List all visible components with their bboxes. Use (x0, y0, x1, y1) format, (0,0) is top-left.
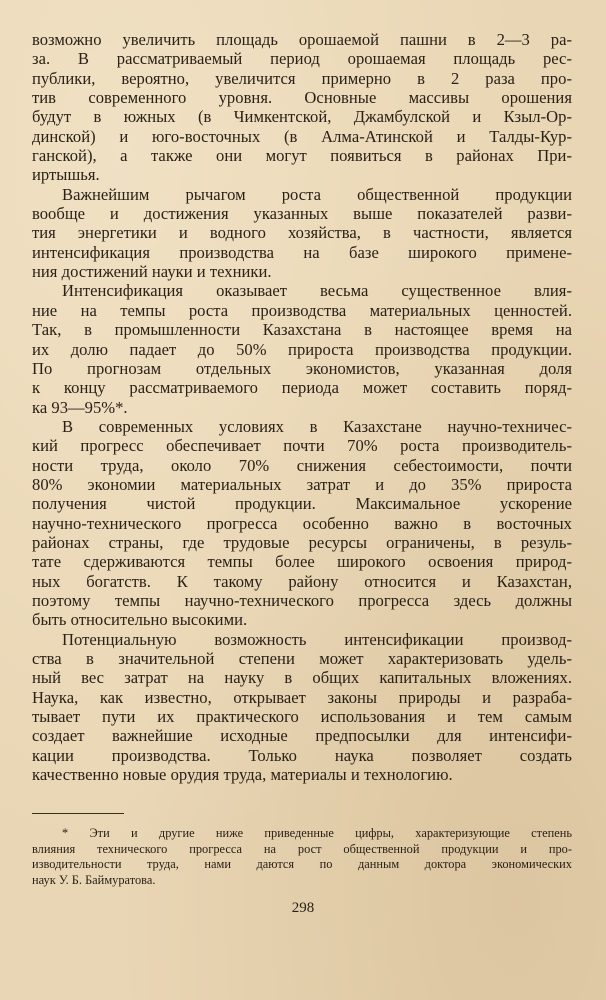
text-line: иртышья. (32, 165, 100, 185)
text-line: ние на темпы роста производства материальных ценностей. (32, 300, 572, 320)
text-line: качественно новые орудия труда, материалы и технологию. (32, 765, 453, 785)
page-number: 298 (291, 900, 315, 916)
text-line: районах страны, где трудовые ресурсы ограничены, в резуль- (32, 532, 572, 552)
text-line: ный вес затрат на науку в общих капитальных вложениях. (32, 668, 572, 688)
text-line: быть относительно высокими. (32, 610, 248, 630)
text-line: ния достижений науки и техники. (32, 262, 272, 282)
text-line: поэтому темпы научно-технического прогресса здесь должны (32, 590, 572, 610)
footnote-line: изводительности труда, нами даются по данным доктора экономических (32, 857, 572, 872)
text-line: получения чистой продукции. Максимальное ускорение (32, 494, 572, 514)
text-line: вообще и достижения указанных выше показателей разви- (32, 204, 572, 224)
text-line: кации производства. Только наука позволяет создать (32, 745, 572, 765)
text-line: тате сдерживаются темпы более широкого освоения природ- (32, 552, 572, 572)
main-text (32, 30, 572, 784)
text-line: Наука, как известно, открывает законы природы и разраба- (32, 687, 572, 707)
text-line: создает важнейшие исходные предпосылки для интенсифи- (32, 726, 572, 746)
text-line: Потенциальную возможность интенсификации производ- (62, 629, 572, 649)
text-line: Так, в промышленности Казахстана в настоящее время на (32, 320, 572, 340)
paragraph-lever (32, 185, 572, 282)
footnote-divider (32, 813, 124, 814)
text-line: их долю падает до 50% прироста производства продукции. (32, 339, 572, 359)
text-line: за. В рассматриваемый период орошаемая площадь рес- (32, 49, 572, 69)
text-line: возможно увеличить площадь орошаемой пашни в 2—3 ра- (32, 30, 572, 49)
text-line: По прогнозам отдельных экономистов, указанная доля (32, 358, 572, 378)
paragraph-irrigation (32, 30, 572, 185)
text-line: тия энергетики и водного хозяйства, в частности, является (32, 223, 572, 243)
text-line: ных богатств. К такому району относится и Казахстан, (32, 571, 572, 591)
paragraph-progress (32, 417, 572, 630)
text-line: ка 93—95%*. (32, 397, 128, 417)
text-line: будут в южных (в Чимкентской, Джамбулской и Кзыл-Ор- (32, 107, 572, 127)
footnote (32, 826, 572, 888)
text-line: ства в значительной степени может характеризовать удель- (32, 649, 572, 668)
text-line: 80% экономии материальных затрат и до 35% прироста (32, 474, 572, 494)
footnote-line: наук У. Б. Баймуратова. (32, 872, 156, 887)
text-line: интенсификация производства на базе широкого примене- (32, 242, 572, 262)
text-line: Интенсификация оказывает весьма существенное влия- (62, 281, 572, 301)
text-line: научно-технического прогресса особенно важно в восточных (32, 513, 572, 533)
text-line: динской) и юго-восточных (в Алма-Атинской и Талды-Кур- (32, 126, 572, 146)
text-line: ганской), а также они могут появиться в районах При- (32, 146, 572, 166)
paragraph-science (32, 630, 572, 785)
text-line: тив современного уровня. Основные массивы орошения (32, 88, 572, 108)
text-line: Важнейшим рычагом роста общественной продукции (62, 184, 572, 204)
text-line: ности труда, около 70% снижения себестоимости, почти (32, 455, 572, 475)
text-line: В современных условиях в Казахстане научно-техничес- (62, 416, 572, 436)
text-line: к концу рассматриваемого периода может составить поряд- (32, 378, 572, 398)
text-line: публики, вероятно, увеличится примерно в 2 раза про- (32, 68, 572, 88)
footnote-line: * Эти и другие ниже приведенные цифры, характеризующие степень (62, 826, 572, 840)
text-line: тывает пути их практического использования и тем самым (32, 707, 572, 727)
text-line: кий прогресс обеспечивает почти 70% роста производитель- (32, 436, 572, 456)
paragraph-intensification (32, 281, 572, 416)
footnote-line: влияния технического прогресса на рост общественной продукции и про- (32, 841, 572, 856)
